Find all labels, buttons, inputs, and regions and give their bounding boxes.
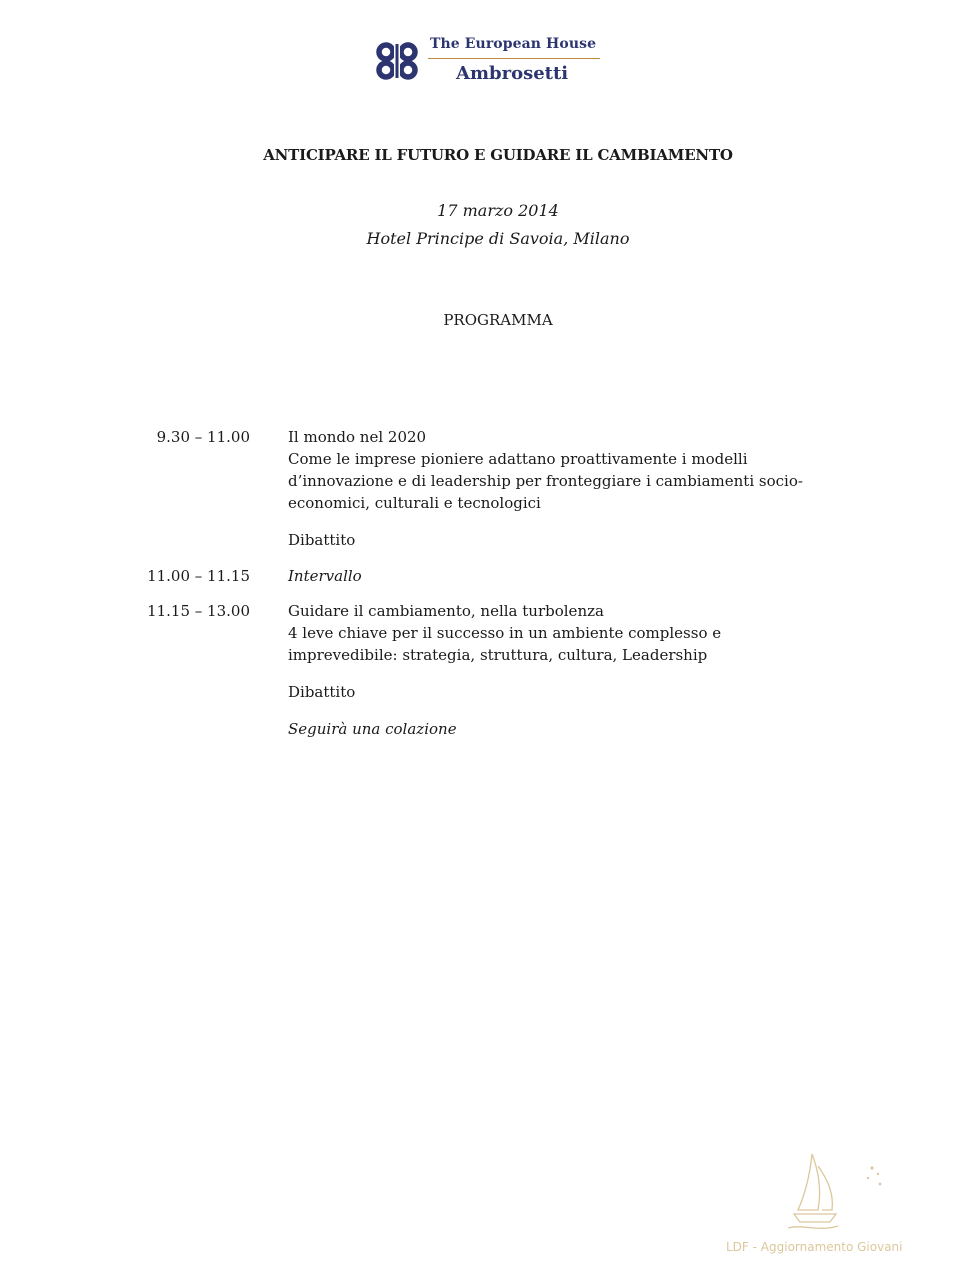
logo-line1: The European House bbox=[430, 36, 597, 52]
agenda-item-3 bbox=[288, 600, 854, 740]
agenda-item-title: Guidare il cambiamento, nella turbolenza bbox=[288, 602, 604, 620]
logo-line2: Ambrosetti bbox=[456, 63, 569, 84]
agenda-item-title: Il mondo nel 2020 bbox=[288, 428, 427, 446]
agenda-item-text: 4 leve chiave per il successo in un ambiente complesso e bbox=[288, 624, 722, 642]
document-title: ANTICIPARE IL FUTURO E GUIDARE IL CAMBIAMENTO bbox=[263, 146, 733, 164]
agenda-item-note: Dibattito bbox=[288, 683, 356, 701]
ambrosetti-logo bbox=[374, 36, 604, 88]
sailboat-icon bbox=[788, 1148, 888, 1234]
agenda-item-text: Come le imprese pioniere adattano proattivamente i modelli bbox=[288, 450, 748, 468]
logo-divider bbox=[428, 58, 600, 59]
agenda-item-text: economici, culturali e tecnologici bbox=[288, 494, 541, 512]
agenda-item-text: imprevedibile: strategia, struttura, cultura, Leadership bbox=[288, 646, 708, 664]
watermark bbox=[712, 1148, 932, 1260]
agenda-item-note: Dibattito bbox=[288, 531, 356, 549]
agenda-item-text: d’innovazione e di leadership per fronteggiare i cambiamenti socio- bbox=[288, 472, 803, 490]
section-heading: PROGRAMMA bbox=[443, 311, 553, 329]
agenda-time-1: 9.30 – 11.00 bbox=[156, 428, 250, 446]
agenda-item-break: Intervallo bbox=[288, 567, 362, 585]
watermark-text: LDF - Aggiornamento Giovani bbox=[726, 1240, 903, 1254]
event-date: 17 marzo 2014 bbox=[437, 201, 559, 220]
event-venue: Hotel Principe di Savoia, Milano bbox=[366, 229, 630, 248]
agenda-time-2: 11.00 – 11.15 bbox=[147, 567, 250, 585]
agenda-time-3: 11.15 – 13.00 bbox=[147, 602, 250, 620]
ambrosetti-logo-icon bbox=[374, 40, 424, 82]
agenda-item-2 bbox=[288, 565, 854, 587]
agenda-item-1 bbox=[288, 426, 854, 551]
agenda-closing-note: Seguirà una colazione bbox=[288, 720, 457, 738]
